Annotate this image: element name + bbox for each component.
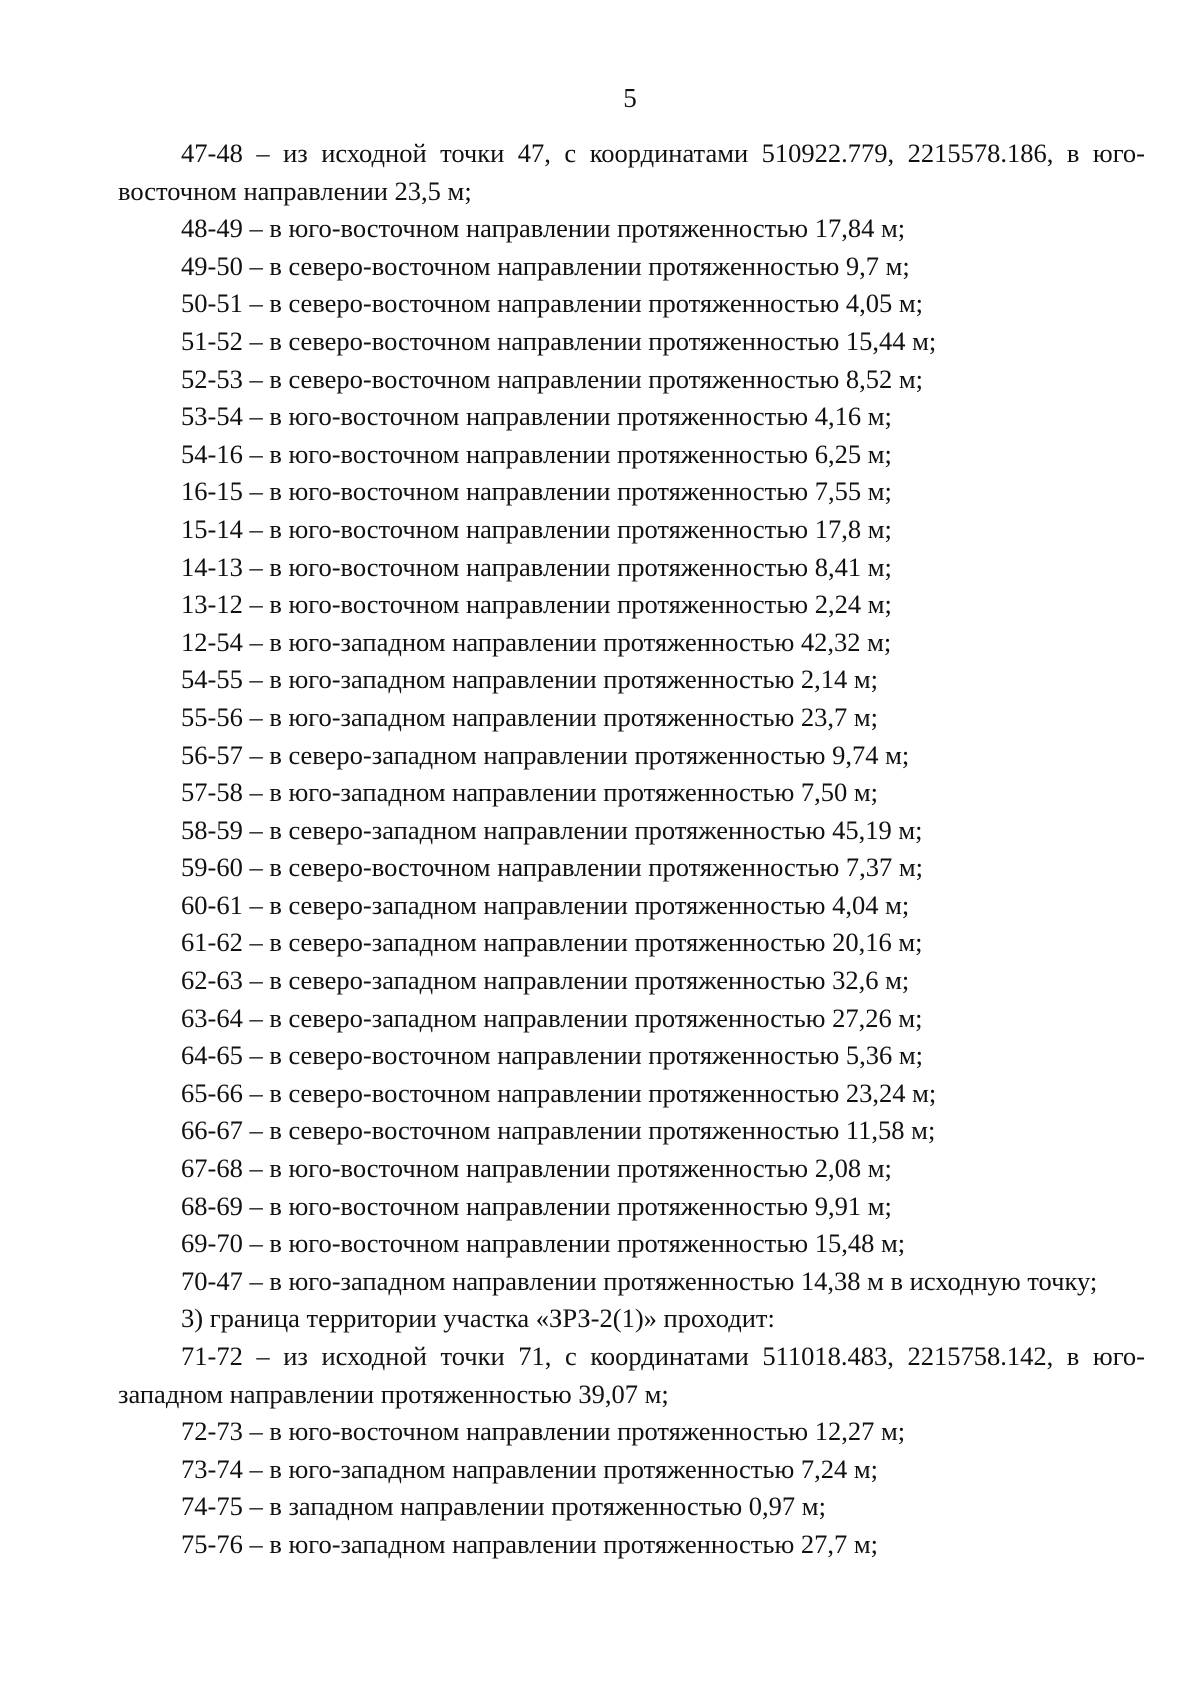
boundary-segment-paragraph: 16-15 – в юго-восточном направлении протяженностью 7,55 м; [181, 476, 892, 507]
boundary-segment-paragraph: 72-73 – в юго-восточном направлении протяженностью 12,27 м; [181, 1416, 906, 1447]
boundary-segment-paragraph: 59-60 – в северо-восточном направлении протяженностью 7,37 м; [181, 852, 924, 883]
boundary-segment-paragraph: 61-62 – в северо-западном направлении протяженностью 20,16 м; [181, 927, 923, 958]
boundary-segment-paragraph: 57-58 – в юго-западном направлении протяженностью 7,50 м; [181, 777, 879, 808]
boundary-segment-paragraph: 63-64 – в северо-западном направлении протяженностью 27,26 м; [181, 1002, 923, 1033]
boundary-segment-paragraph: 13-12 – в юго-восточном направлении протяженностью 2,24 м; [181, 589, 892, 620]
boundary-segment-paragraph: 64-65 – в северо-восточном направлении протяженностью 5,36 м; [181, 1040, 924, 1071]
boundary-segment-paragraph: 50-51 – в северо-восточном направлении протяженностью 4,05 м; [181, 288, 924, 319]
boundary-segment-paragraph: 71-72 – из исходной точки 71, с координатами 511018.483, 2215758.142, в юго-западном направлении протяженностью 39,07 м; [118, 1341, 1145, 1409]
boundary-segment-paragraph: 58-59 – в северо-западном направлении протяженностью 45,19 м; [181, 814, 923, 845]
boundary-segment-paragraph: 56-57 – в северо-западном направлении протяженностью 9,74 м; [181, 739, 910, 770]
boundary-segment-paragraph: 70-47 – в юго-западном направлении протяженностью 14,38 м в исходную точку; [181, 1265, 1098, 1296]
boundary-segment-paragraph: 14-13 – в юго-восточном направлении протяженностью 8,41 м; [181, 551, 892, 582]
boundary-segment-paragraph: 53-54 – в юго-восточном направлении протяженностью 4,16 м; [181, 401, 892, 432]
boundary-segment-paragraph: 55-56 – в юго-западном направлении протяженностью 23,7 м; [181, 701, 879, 732]
boundary-segment-paragraph: 65-66 – в северо-восточном направлении протяженностью 23,24 м; [181, 1077, 937, 1108]
boundary-segment-paragraph: 75-76 – в юго-западном направлении протяженностью 27,7 м; [181, 1528, 879, 1559]
page-number: 5 [623, 83, 637, 113]
boundary-segment-paragraph: 68-69 – в юго-восточном направлении протяженностью 9,91 м; [181, 1190, 892, 1221]
boundary-segment-paragraph: 48-49 – в юго-восточном направлении протяженностью 17,84 м; [181, 213, 906, 244]
boundary-segment-paragraph: 62-63 – в северо-западном направлении протяженностью 32,6 м; [181, 965, 910, 996]
boundary-segment-paragraph: 73-74 – в юго-западном направлении протяженностью 7,24 м; [181, 1453, 879, 1484]
boundary-segment-paragraph: 12-54 – в юго-западном направлении протяженностью 42,32 м; [181, 626, 892, 657]
boundary-segment-paragraph: 51-52 – в северо-восточном направлении протяженностью 15,44 м; [181, 325, 937, 356]
boundary-segment-paragraph: 49-50 – в северо-восточном направлении протяженностью 9,7 м; [181, 250, 910, 281]
boundary-segment-paragraph: 67-68 – в юго-восточном направлении протяженностью 2,08 м; [181, 1153, 892, 1184]
boundary-segment-paragraph: 52-53 – в северо-восточном направлении протяженностью 8,52 м; [181, 363, 924, 394]
boundary-segment-paragraph: 66-67 – в северо-восточном направлении протяженностью 11,58 м; [181, 1115, 936, 1146]
boundary-segment-paragraph: 3) граница территории участка «ЗРЗ-2(1)» проходит: [181, 1303, 775, 1334]
boundary-segment-paragraph: 74-75 – в западном направлении протяженностью 0,97 м; [181, 1491, 826, 1522]
boundary-segment-paragraph: 54-55 – в юго-западном направлении протяженностью 2,14 м; [181, 664, 879, 695]
boundary-segment-paragraph: 15-14 – в юго-восточном направлении протяженностью 17,8 м; [181, 513, 892, 544]
boundary-segment-paragraph: 54-16 – в юго-восточном направлении протяженностью 6,25 м; [181, 438, 892, 469]
document-body [118, 135, 1145, 1564]
boundary-segment-paragraph: 47-48 – из исходной точки 47, с координатами 510922.779, 2215578.186, в юго-восточном направлении 23,5 м; [118, 138, 1145, 206]
boundary-segment-paragraph: 60-61 – в северо-западном направлении протяженностью 4,04 м; [181, 889, 910, 920]
boundary-segment-paragraph: 69-70 – в юго-восточном направлении протяженностью 15,48 м; [181, 1228, 906, 1259]
